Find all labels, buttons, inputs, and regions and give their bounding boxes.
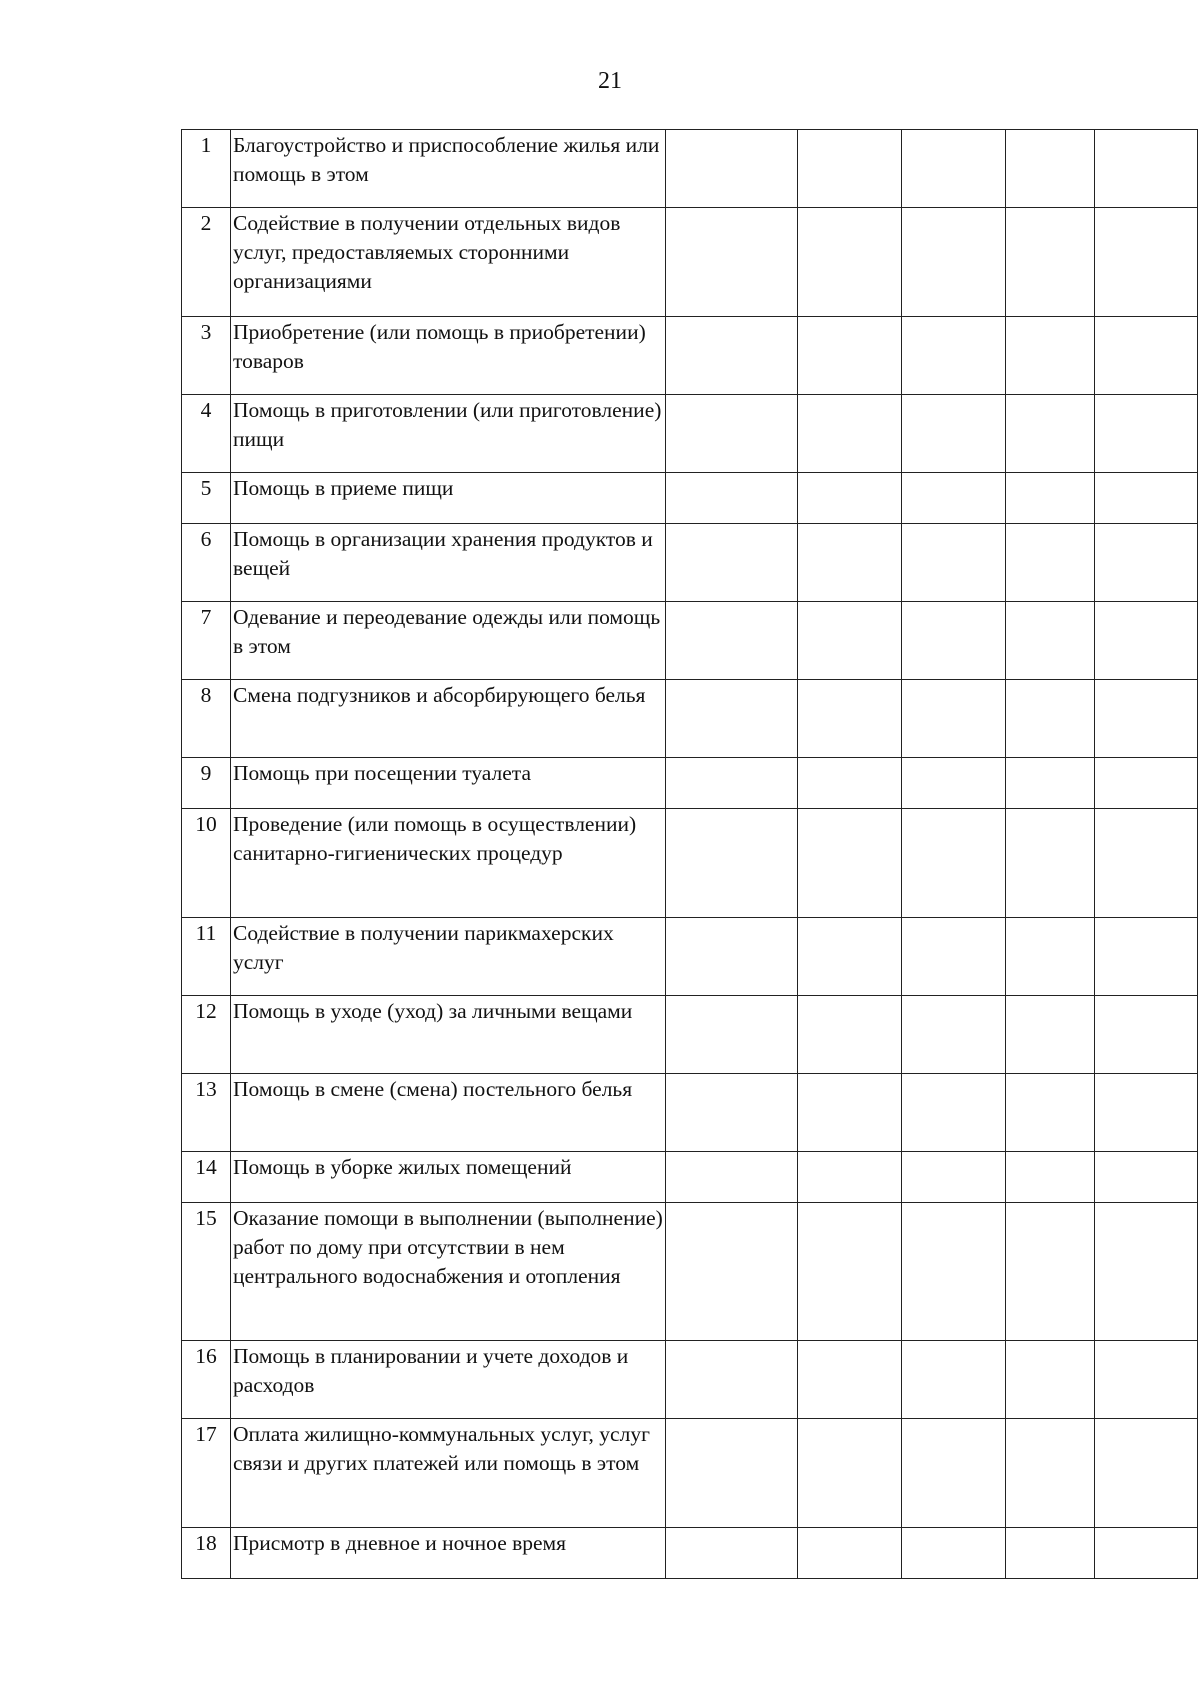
empty-cell [902,395,1006,473]
empty-cell [1095,1152,1198,1203]
empty-cell [1095,680,1198,758]
service-name: Благоустройство и приспособление жилья или помощь в этом [231,130,666,208]
service-name: Оказание помощи в выполнении (выполнение) работ по дому при отсутствии в нем центрального водоснабжения и отопления [231,1203,666,1341]
empty-cell [798,1203,902,1341]
row-number: 5 [182,473,231,524]
empty-cell [798,1528,902,1579]
row-number: 1 [182,130,231,208]
empty-cell [798,1341,902,1419]
empty-cell [1095,1341,1198,1419]
table-row [182,758,1198,809]
row-number: 12 [182,996,231,1074]
service-name: Содействие в получении отдельных видов услуг, предоставляемых сторонними организациями [231,208,666,317]
service-name: Помощь в приготовлении (или приготовление) пищи [231,395,666,473]
empty-cell [666,1074,798,1152]
table-row [182,680,1198,758]
empty-cell [902,602,1006,680]
empty-cell [1006,1528,1095,1579]
empty-cell [1006,208,1095,317]
empty-cell [1006,317,1095,395]
empty-cell [798,524,902,602]
empty-cell [1095,130,1198,208]
table-row [182,130,1198,208]
empty-cell [1095,317,1198,395]
empty-cell [1095,473,1198,524]
empty-cell [666,996,798,1074]
empty-cell [666,680,798,758]
service-name: Помощь в уходе (уход) за личными вещами [231,996,666,1074]
service-name: Одевание и переодевание одежды или помощь в этом [231,602,666,680]
empty-cell [798,809,902,918]
empty-cell [1095,809,1198,918]
empty-cell [798,918,902,996]
service-name: Помощь в уборке жилых помещений [231,1152,666,1203]
row-number: 6 [182,524,231,602]
empty-cell [902,1203,1006,1341]
empty-cell [1006,996,1095,1074]
table-row [182,1341,1198,1419]
empty-cell [1006,1152,1095,1203]
empty-cell [902,680,1006,758]
empty-cell [666,602,798,680]
table-row [182,1203,1198,1341]
empty-cell [798,680,902,758]
empty-cell [666,395,798,473]
empty-cell [798,473,902,524]
empty-cell [798,602,902,680]
row-number: 13 [182,1074,231,1152]
row-number: 17 [182,1419,231,1528]
table-row [182,1152,1198,1203]
empty-cell [1095,996,1198,1074]
row-number: 10 [182,809,231,918]
service-name: Помощь при посещении туалета [231,758,666,809]
empty-cell [1006,1074,1095,1152]
empty-cell [1006,1203,1095,1341]
empty-cell [902,809,1006,918]
empty-cell [1006,524,1095,602]
table-row [182,809,1198,918]
row-number: 4 [182,395,231,473]
empty-cell [1006,395,1095,473]
empty-cell [666,317,798,395]
empty-cell [1006,130,1095,208]
empty-cell [1006,918,1095,996]
service-name: Помощь в смене (смена) постельного белья [231,1074,666,1152]
empty-cell [666,1341,798,1419]
row-number: 18 [182,1528,231,1579]
empty-cell [902,1341,1006,1419]
row-number: 14 [182,1152,231,1203]
service-name: Помощь в планировании и учете доходов и расходов [231,1341,666,1419]
empty-cell [1095,1528,1198,1579]
empty-cell [666,809,798,918]
empty-cell [798,758,902,809]
table-row [182,317,1198,395]
empty-cell [1095,524,1198,602]
empty-cell [1095,395,1198,473]
table-row [182,395,1198,473]
empty-cell [1006,809,1095,918]
empty-cell [666,1528,798,1579]
empty-cell [902,1419,1006,1528]
empty-cell [902,1528,1006,1579]
empty-cell [798,395,902,473]
empty-cell [798,996,902,1074]
service-name: Помощь в организации хранения продуктов и вещей [231,524,666,602]
empty-cell [1006,602,1095,680]
empty-cell [1095,1203,1198,1341]
service-name: Проведение (или помощь в осуществлении) санитарно-гигиенических процедур [231,809,666,918]
empty-cell [902,1152,1006,1203]
table-row [182,208,1198,317]
empty-cell [798,1152,902,1203]
row-number: 3 [182,317,231,395]
row-number: 16 [182,1341,231,1419]
empty-cell [1095,1074,1198,1152]
row-number: 2 [182,208,231,317]
service-name: Помощь в приеме пищи [231,473,666,524]
empty-cell [1095,758,1198,809]
row-number: 7 [182,602,231,680]
service-name: Присмотр в дневное и ночное время [231,1528,666,1579]
table-row [182,1074,1198,1152]
service-name: Приобретение (или помощь в приобретении) товаров [231,317,666,395]
row-number: 8 [182,680,231,758]
empty-cell [666,758,798,809]
table-row [182,918,1198,996]
empty-cell [902,1074,1006,1152]
services-table [181,129,1198,1579]
empty-cell [1095,918,1198,996]
empty-cell [1095,1419,1198,1528]
table-row [182,473,1198,524]
service-name: Оплата жилищно-коммунальных услуг, услуг связи и других платежей или помощь в этом [231,1419,666,1528]
empty-cell [902,130,1006,208]
empty-cell [666,130,798,208]
empty-cell [902,317,1006,395]
table-row [182,1528,1198,1579]
table-row [182,996,1198,1074]
table-row [182,602,1198,680]
empty-cell [666,1419,798,1528]
empty-cell [1006,473,1095,524]
empty-cell [902,473,1006,524]
row-number: 11 [182,918,231,996]
table-row [182,1419,1198,1528]
service-name: Смена подгузников и абсорбирующего белья [231,680,666,758]
empty-cell [1095,602,1198,680]
row-number: 15 [182,1203,231,1341]
empty-cell [798,317,902,395]
empty-cell [666,918,798,996]
empty-cell [902,758,1006,809]
service-name: Содействие в получении парикмахерских услуг [231,918,666,996]
empty-cell [902,996,1006,1074]
empty-cell [1095,208,1198,317]
empty-cell [902,524,1006,602]
empty-cell [902,918,1006,996]
empty-cell [666,524,798,602]
empty-cell [666,208,798,317]
table-row [182,524,1198,602]
empty-cell [902,208,1006,317]
row-number: 9 [182,758,231,809]
empty-cell [798,130,902,208]
empty-cell [666,1152,798,1203]
empty-cell [666,473,798,524]
empty-cell [798,208,902,317]
empty-cell [1006,758,1095,809]
empty-cell [1006,1419,1095,1528]
empty-cell [666,1203,798,1341]
empty-cell [798,1419,902,1528]
empty-cell [798,1074,902,1152]
empty-cell [1006,680,1095,758]
page-number: 21 [598,68,622,94]
empty-cell [1006,1341,1095,1419]
